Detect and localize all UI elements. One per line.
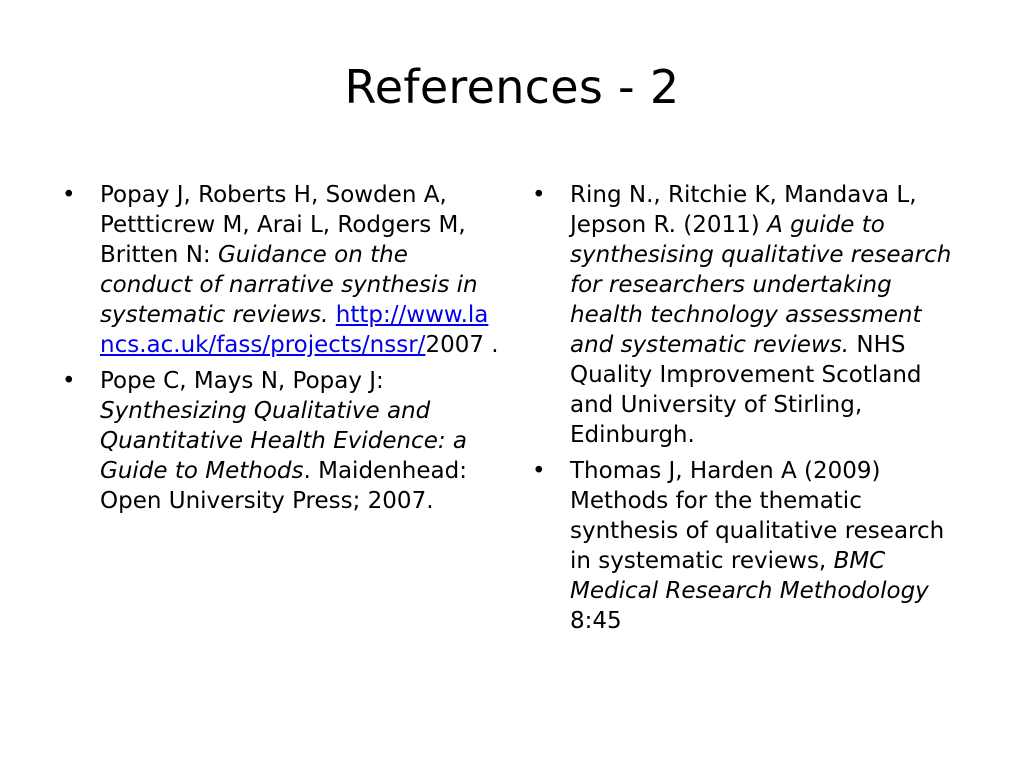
bullet-icon: • (62, 182, 76, 208)
bullet-icon: • (532, 182, 546, 208)
reference-journal: BMC Medical Research Methodology (570, 548, 929, 604)
reference-tail: . (483, 332, 499, 358)
bullet-icon: • (532, 458, 546, 484)
reference-tail: NHS Quality Improvement Scotland and University of Stirling, Edinburgh. (570, 332, 922, 448)
reference-year: 2007 (425, 332, 484, 358)
reference-item-ring (530, 180, 970, 450)
bullet-icon: • (62, 368, 76, 394)
references-left-column (60, 180, 500, 522)
reference-authors: Popay J, Roberts H, Sowden A, Pettticrew M, Arai L, Rodgers M, Britten N: (100, 182, 466, 268)
reference-authors: Thomas J, Harden A (2009) Methods for the thematic synthesis of qualitative research in systematic reviews, (570, 458, 945, 574)
reference-item-pope (60, 366, 500, 516)
references-right-column (530, 180, 970, 642)
reference-authors: Ring N., Ritchie K, Mandava L, Jepson R. (2011) (570, 182, 917, 238)
reference-item-thomas (530, 456, 970, 636)
reference-tail: 8:45 (570, 608, 622, 634)
reference-title: Synthesizing Qualitative and Quantitative Health Evidence: a Guide to Methods (100, 398, 468, 484)
reference-space (328, 302, 335, 328)
reference-item-popay (60, 180, 500, 360)
reference-authors: Pope C, Mays N, Popay J: (100, 368, 384, 394)
slide-title: References - 2 (344, 60, 680, 114)
reference-link[interactable]: http://www.lancs.ac.uk/fass/projects/nssr/ (100, 302, 489, 358)
reference-title: Guidance on the conduct of narrative synthesis in systematic reviews. (100, 242, 478, 328)
reference-title: A guide to synthesising qualitative research for researchers undertaking health technology assessment and systematic reviews. (570, 212, 952, 358)
reference-tail: . Maidenhead: Open University Press; 2007. (100, 458, 467, 514)
